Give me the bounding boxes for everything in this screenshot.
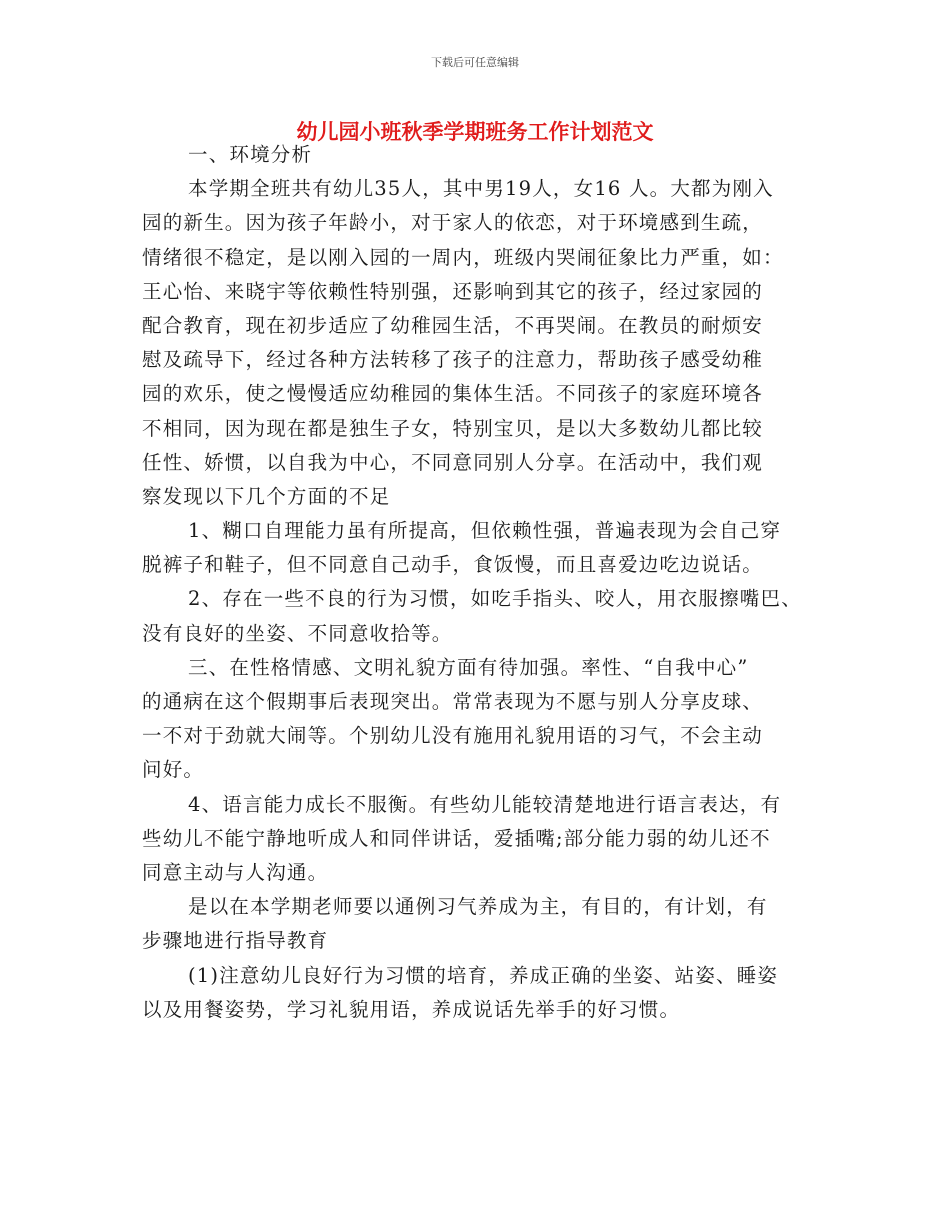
body-line: (1)注意幼儿良好行为习惯的培育，养成正确的坐姿、站姿、睡姿 <box>188 963 779 987</box>
document-title: 幼儿园小班秋季学期班务工作计划范文 <box>296 120 654 144</box>
body-line: 问好。 <box>142 758 205 782</box>
body-line: 情绪很不稳定，是以刚入园的一周内，班级内哭闹征象比力严重，如： <box>142 245 784 269</box>
body-line: 1、糊口自理能力虽有所提高，但依赖性强，普遍表现为会自己穿 <box>188 519 782 543</box>
body-line: 园的新生。因为孩子年龄小，对于家人的依恋，对于环境感到生疏， <box>142 211 764 235</box>
body-line: 园的欢乐，使之慢慢适应幼稚园的集体生活。不同孩子的家庭环境各 <box>142 382 764 406</box>
body-line: 一、环境分析 <box>188 143 313 166</box>
body-line: 2、存在一些不良的行为习惯，如吃手指头、咬人，用衣服擦嘴巴、 <box>188 587 802 611</box>
body-line: 三、在性格情感、文明礼貌方面有待加强。率性、“自我中心” <box>188 655 749 679</box>
body-line: 步骤地进行指导教育 <box>142 929 329 953</box>
body-line: 王心怡、来晓宇等依赖性特别强，还影响到其它的孩子，经过家园的 <box>142 279 764 303</box>
body-line: 任性、娇惯，以自我为中心，不同意同别人分享。在活动中，我们观 <box>142 450 764 474</box>
body-line: 以及用餐姿势，学习礼貌用语，养成说话先举手的好习惯。 <box>142 997 681 1021</box>
body-line: 配合教育，现在初步适应了幼稚园生活，不再哭闹。在教员的耐烦安 <box>142 313 764 337</box>
body-line: 慰及疏导下，经过各种方法转移了孩子的注意力，帮助孩子感受幼稚 <box>142 348 764 372</box>
body-line: 同意主动与人沟通。 <box>142 860 329 884</box>
body-line: 的通病在这个假期事后表现突出。常常表现为不愿与别人分享皮球、 <box>142 690 764 713</box>
body-line: 脱裤子和鞋子，但不同意自己动手，食饭慢，而且喜爱边吃边说话。 <box>142 553 764 577</box>
body-line: 没有良好的坐姿、不同意收拾等。 <box>142 621 453 645</box>
body-line: 不相同，因为现在都是独生子女，特别宝贝，是以大多数幼儿都比较 <box>142 416 764 440</box>
body-line: 本学期全班共有幼儿35人，其中男19人，女16 人。大都为刚入 <box>188 177 774 201</box>
body-line: 些幼儿不能宁静地听成人和同伴讲话，爱插嘴;部分能力弱的幼儿还不 <box>142 826 771 850</box>
body-line: 4、语言能力成长不服衡。有些幼儿能较清楚地进行语言表达，有 <box>188 792 782 816</box>
page-header-note: 下载后可任意编辑 <box>431 56 519 69</box>
body-line: 是以在本学期老师要以通例习气养成为主，有目的，有计划，有 <box>188 895 768 919</box>
body-line: 一不对于劲就大闹等。个别幼儿没有施用礼貌用语的习气，不会主动 <box>142 724 764 748</box>
document-body <box>142 138 812 1027</box>
body-line: 察发现以下几个方面的不足 <box>142 484 391 508</box>
